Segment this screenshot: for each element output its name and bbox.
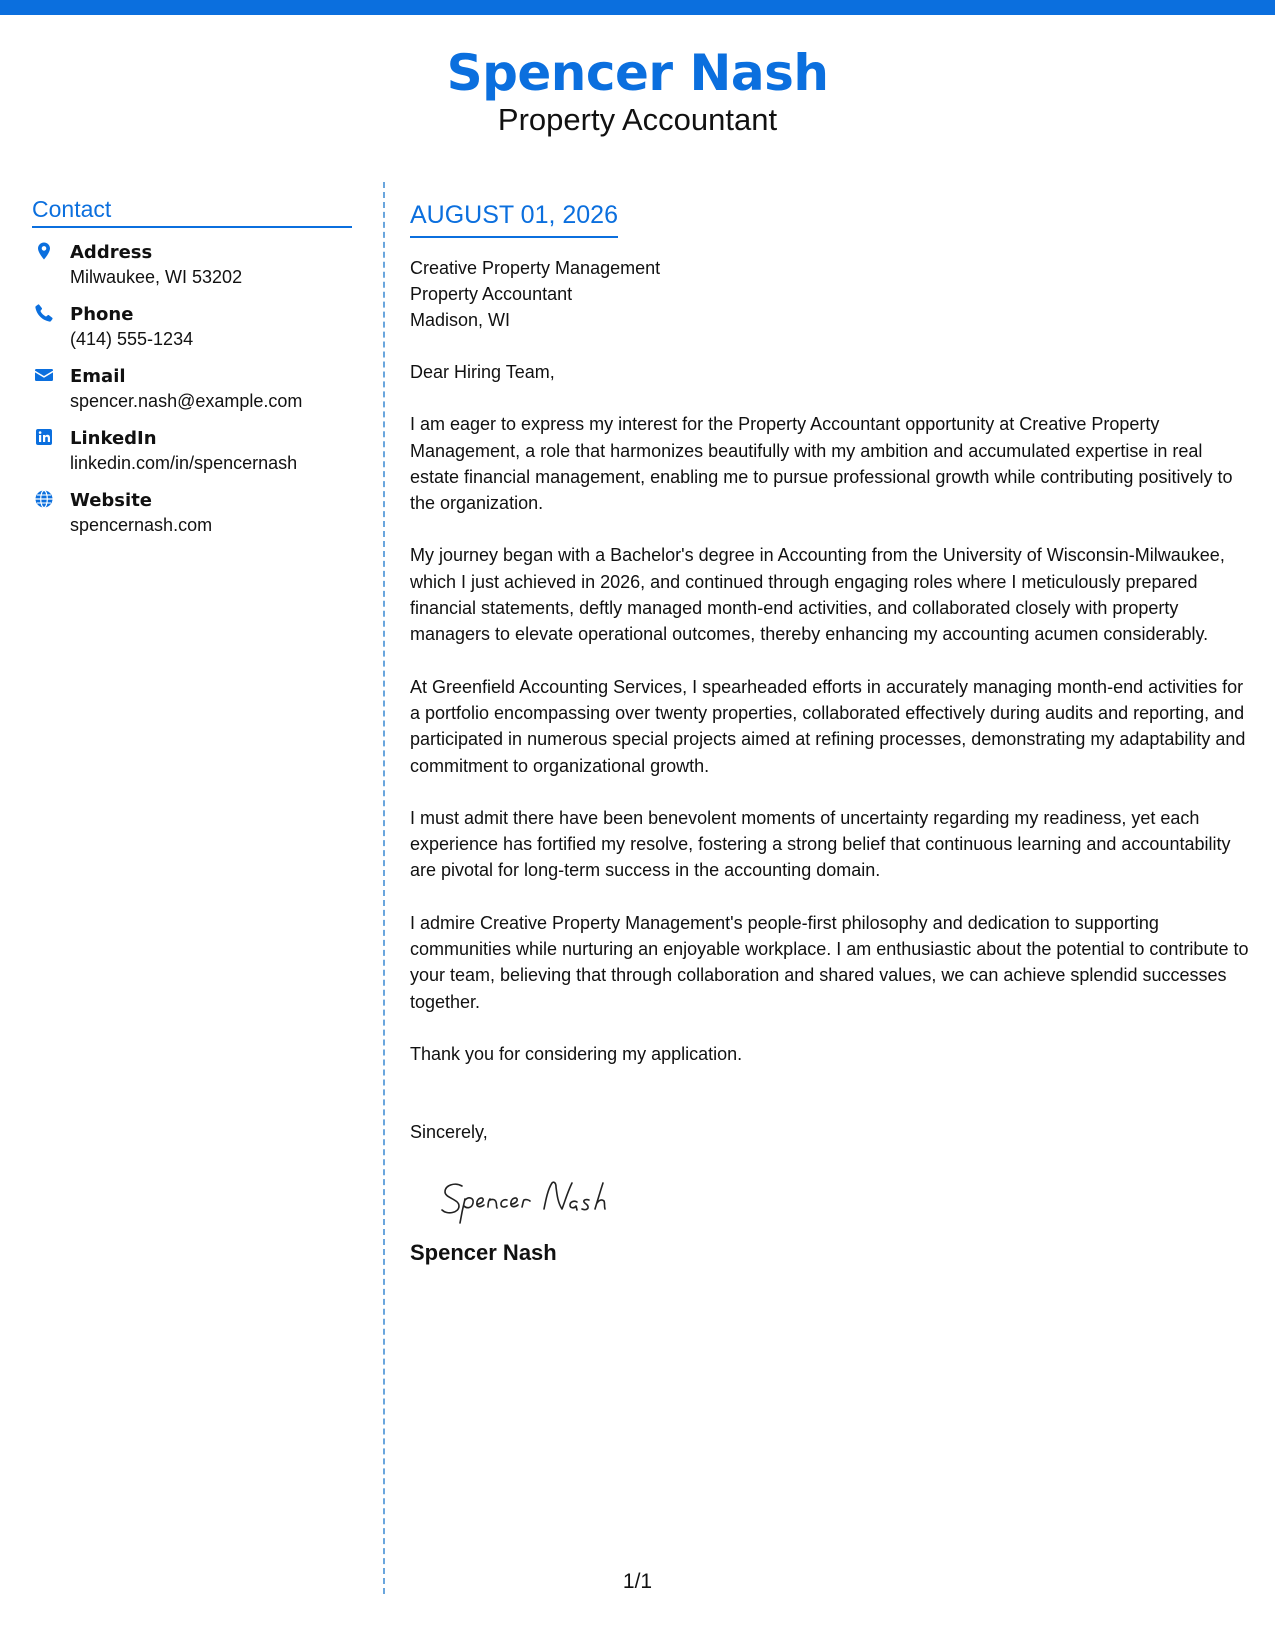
letter-date: AUGUST 01, 2026 (410, 200, 618, 238)
contact-value: linkedin.com/in/spencernash (70, 453, 298, 473)
page-header (0, 40, 1275, 138)
contact-label: LinkedIn (70, 428, 157, 449)
contact-value: (414) 555-1234 (70, 329, 194, 349)
globe-icon (34, 489, 54, 509)
contact-item-linkedin (32, 426, 352, 476)
contact-item-phone (32, 302, 352, 352)
contact-item-address (32, 240, 352, 290)
salutation: Dear Hiring Team, (410, 362, 555, 382)
contact-label: Phone (70, 304, 134, 325)
closing: Sincerely, (410, 1122, 488, 1143)
contact-item-email (32, 364, 352, 414)
recipient-block (410, 255, 1255, 333)
contact-item-website (32, 488, 352, 538)
applicant-title: Property Accountant (497, 102, 778, 137)
contact-label: Address (70, 242, 153, 263)
letter-paragraph: My journey began with a Bachelor's degree in Accounting from the University of Wisconsin-Milwaukee, which I just achieved in 2026, and continued through engaging roles where I meticulously prepared financial statements, deftly managed month-end activities, and collaborated closely with property managers to elevate operational outcomes, thereby enhancing my accounting acumen considerably. (410, 545, 1225, 645)
phone-icon (34, 303, 54, 323)
page-number: 1/1 (622, 1570, 653, 1593)
contact-sidebar (32, 195, 352, 550)
letter-body (410, 200, 1255, 1267)
signer-name: Spencer Nash (410, 1240, 557, 1266)
letter-paragraph: Thank you for considering my application. (410, 1043, 743, 1064)
column-divider (383, 182, 385, 1594)
location-pin-icon (34, 241, 54, 261)
letter-content (410, 359, 1255, 1067)
letter-paragraph: At Greenfield Accounting Services, I spearheaded efforts in accurately managing month-end activities for a portfolio encompassing over twenty properties, collaborated effectively during audits and reporting, and participated in numerous special projects aimed at refining processes, demonstrating my adaptability and commitment to organizational growth. (410, 676, 1246, 776)
handwritten-signature (432, 1169, 662, 1229)
contact-value: Milwaukee, WI 53202 (70, 267, 243, 287)
recipient-company: Creative Property Management (410, 258, 661, 278)
recipient-position: Property Accountant (410, 284, 573, 304)
contact-value: spencer.nash@example.com (70, 391, 303, 411)
contact-section-title: Contact (32, 195, 352, 228)
recipient-location: Madison, WI (410, 310, 511, 330)
letter-paragraph: I am eager to express my interest for the Property Accountant opportunity at Creative Property Management, a role that harmonizes beautifully with my ambition and accumulated expertise in real estate financial management, enabling me to pursue professional growth while contributing positively to the organization. (410, 414, 1233, 514)
letter-paragraph: I admire Creative Property Management's people-first philosophy and dedication to supporting communities while nurturing an enjoyable workplace. I am enthusiastic about the potential to contribute to your team, believing that through collaboration and shared values, we can achieve splendid successes together. (410, 912, 1249, 1012)
top-accent-bar (0, 0, 1275, 15)
contact-value: spencernash.com (70, 515, 213, 535)
contact-label: Website (70, 490, 153, 511)
signature-graphic (432, 1169, 662, 1229)
contact-label: Email (70, 366, 126, 387)
linkedin-icon (34, 427, 54, 447)
contact-list (32, 240, 352, 538)
applicant-name: Spencer Nash (446, 44, 829, 102)
envelope-icon (34, 365, 54, 385)
letter-paragraph: I must admit there have been benevolent moments of uncertainty regarding my readiness, yet each experience has fortified my resolve, fostering a strong belief that continuous learning and accountability are pivotal for long-term success in the accounting domain. (410, 807, 1231, 881)
